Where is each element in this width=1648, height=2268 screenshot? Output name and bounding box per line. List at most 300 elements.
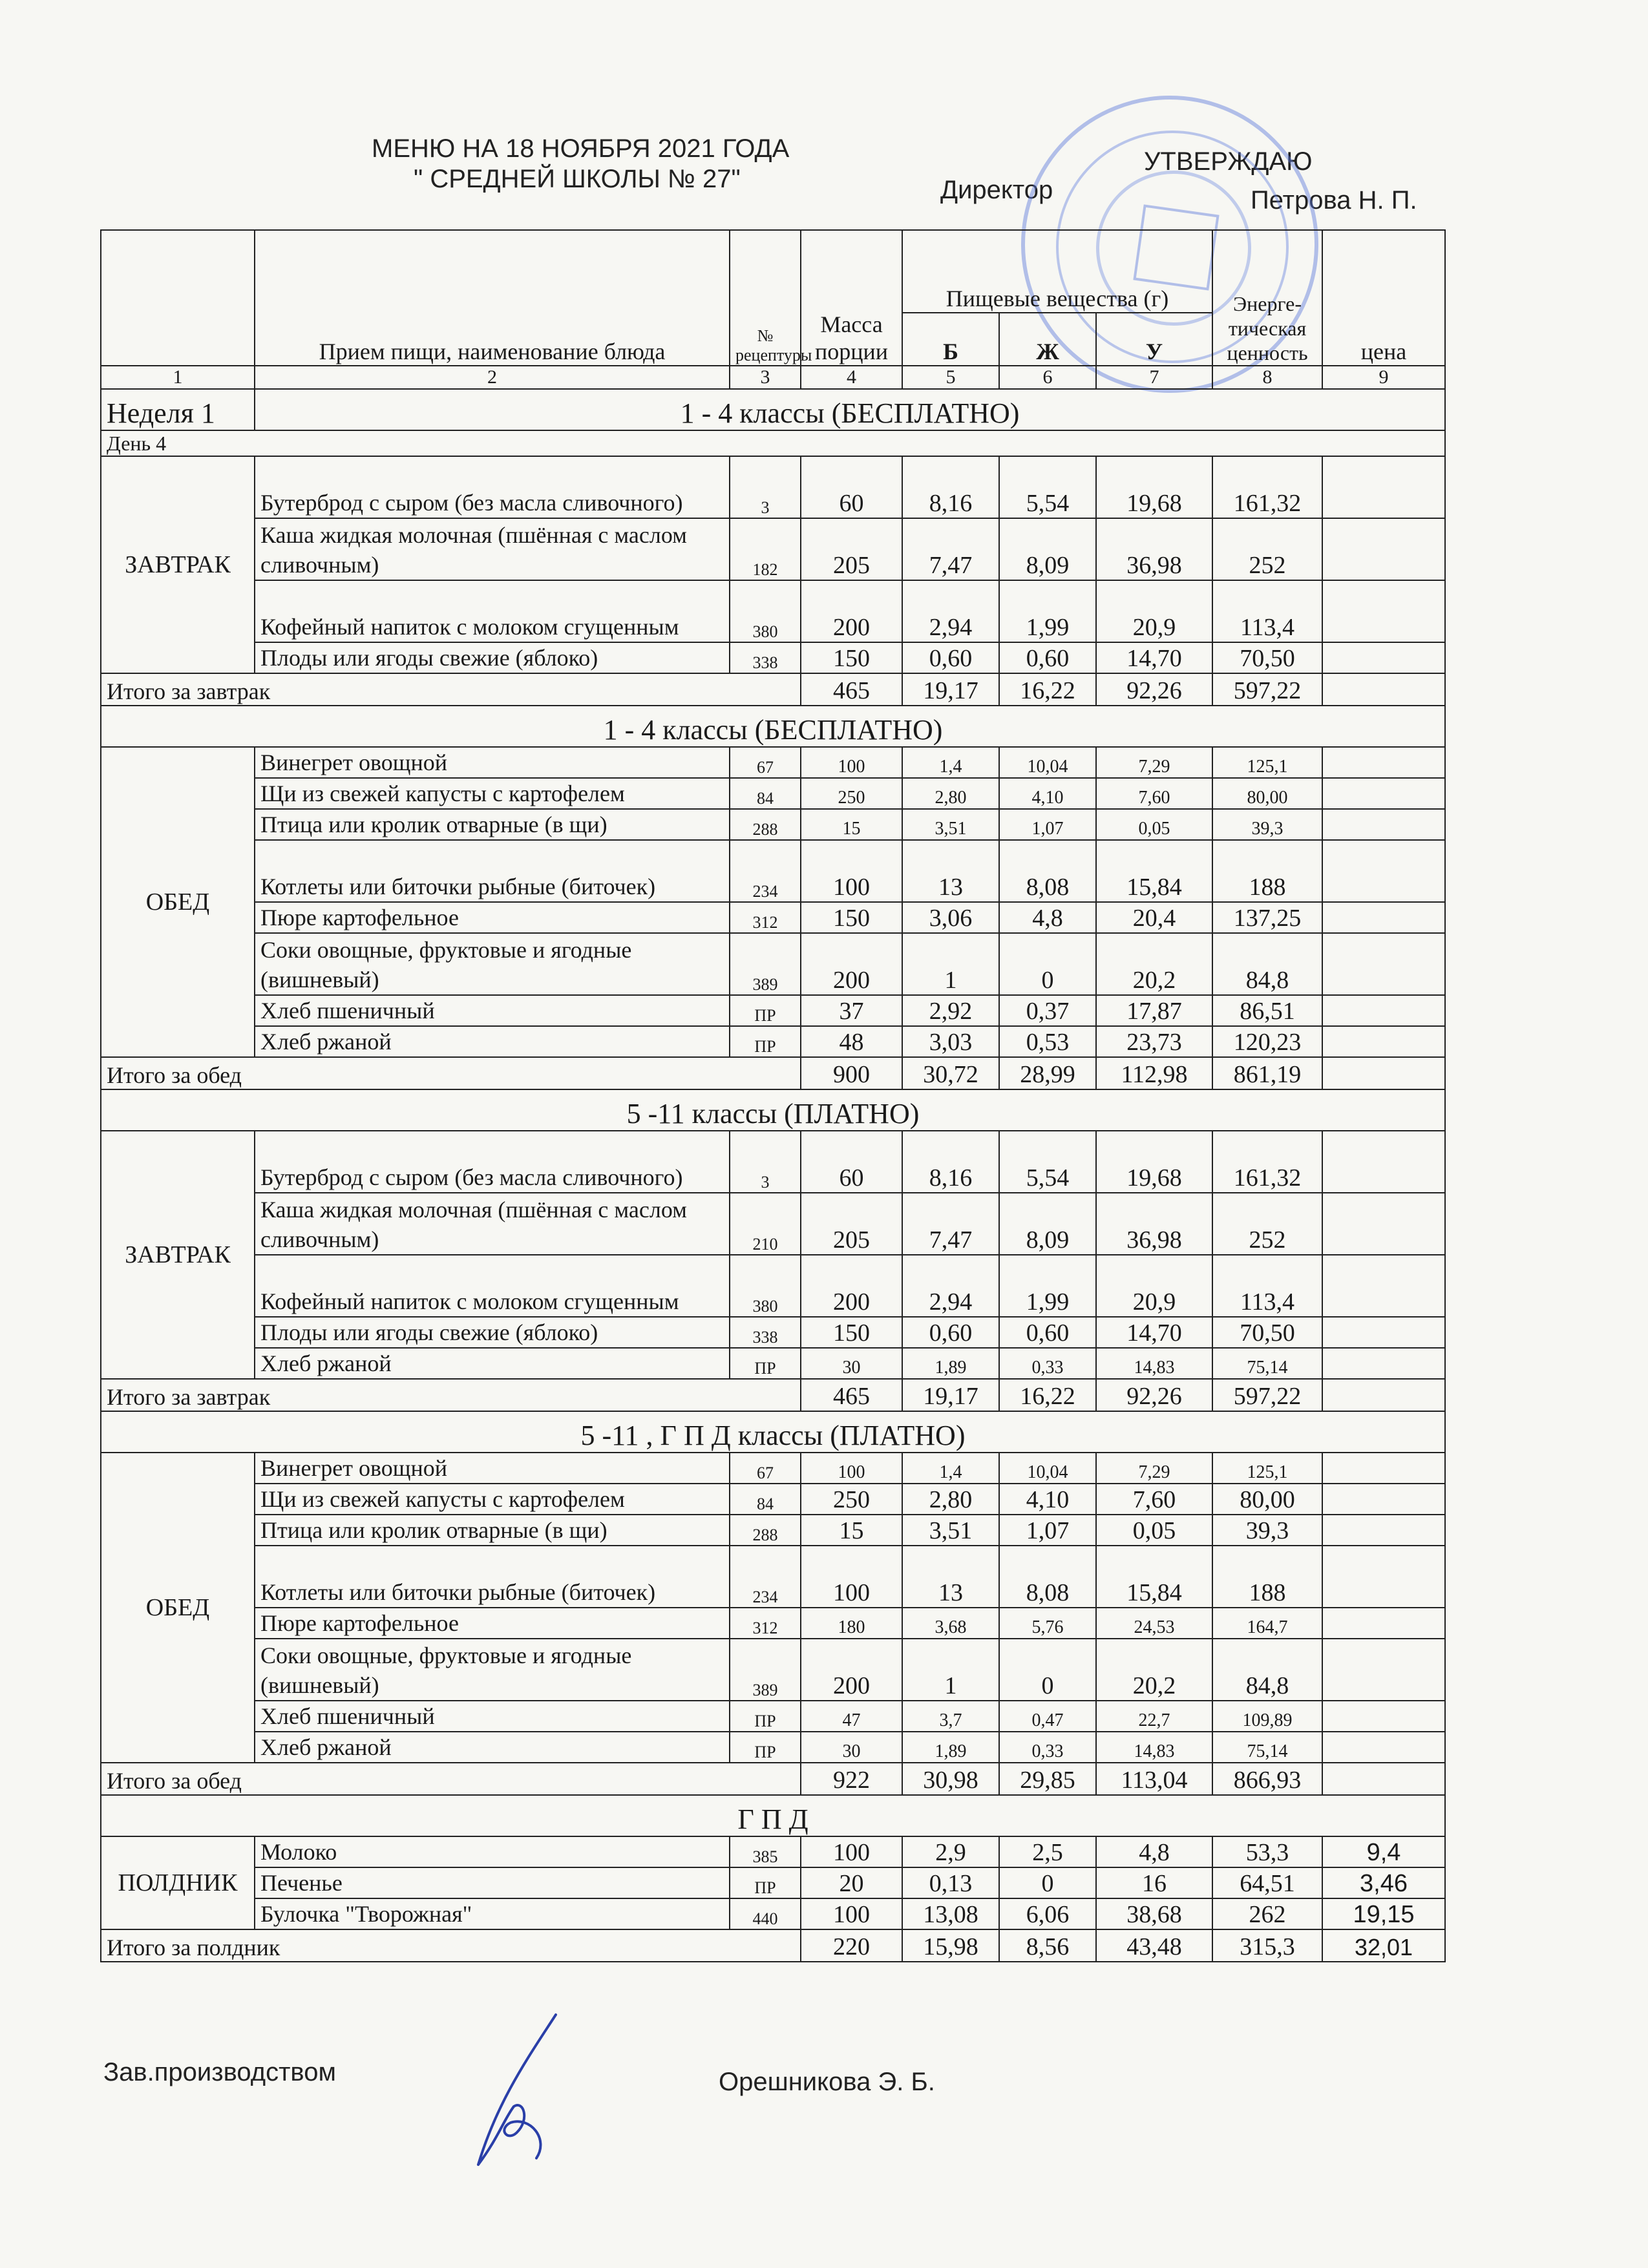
energy-value: 252 bbox=[1212, 518, 1322, 580]
total-price bbox=[1322, 673, 1445, 706]
total-fat: 16,22 bbox=[999, 673, 1096, 706]
dish-row bbox=[101, 1732, 1445, 1763]
total-carbs: 92,26 bbox=[1096, 1379, 1212, 1411]
price-value bbox=[1322, 840, 1445, 902]
protein-value: 1,89 bbox=[902, 1732, 999, 1763]
dish-name: Винегрет овощной bbox=[255, 1453, 730, 1484]
energy-value: 188 bbox=[1212, 1546, 1322, 1608]
energy-value: 64,51 bbox=[1212, 1867, 1322, 1898]
dish-row bbox=[101, 1131, 1445, 1193]
colnum: 1 bbox=[101, 366, 255, 389]
carbs-value: 24,53 bbox=[1096, 1608, 1212, 1639]
dish-row bbox=[101, 518, 1445, 580]
dish-row bbox=[101, 1836, 1445, 1867]
dish-name: Бутерброд с сыром (без масла сливочного) bbox=[255, 456, 730, 518]
recipe-number: 3 bbox=[730, 456, 801, 518]
recipe-number: ПР bbox=[730, 995, 801, 1026]
price-value bbox=[1322, 902, 1445, 933]
price-value bbox=[1322, 1732, 1445, 1763]
fat-value: 4,8 bbox=[999, 902, 1096, 933]
dish-row bbox=[101, 995, 1445, 1026]
signature bbox=[452, 2010, 595, 2178]
recipe-number: 84 bbox=[730, 1484, 801, 1515]
total-mass: 922 bbox=[801, 1763, 902, 1795]
price-value bbox=[1322, 933, 1445, 995]
energy-value: 161,32 bbox=[1212, 1131, 1322, 1193]
price-value bbox=[1322, 1453, 1445, 1484]
recipe-number: ПР bbox=[730, 1026, 801, 1057]
dish-name: Хлеб пшеничный bbox=[255, 995, 730, 1026]
section-row bbox=[101, 706, 1445, 747]
total-label: Итого за завтрак bbox=[101, 673, 801, 706]
fat-value: 0,37 bbox=[999, 995, 1096, 1026]
carbs-value: 20,9 bbox=[1096, 1255, 1212, 1317]
price-value bbox=[1322, 1255, 1445, 1317]
energy-value: 188 bbox=[1212, 840, 1322, 902]
section-title: 5 -11 классы (ПЛАТНО) bbox=[101, 1089, 1445, 1131]
day-row bbox=[101, 430, 1445, 456]
recipe-number: 84 bbox=[730, 778, 801, 809]
carbs-value: 36,98 bbox=[1096, 1193, 1212, 1255]
dish-name: Хлеб ржаной bbox=[255, 1732, 730, 1763]
dish-row bbox=[101, 642, 1445, 673]
protein-value: 3,7 bbox=[902, 1701, 999, 1732]
header-dish-name: Прием пищи, наименование блюда bbox=[255, 230, 730, 366]
portion-mass: 150 bbox=[801, 902, 902, 933]
recipe-number: 312 bbox=[730, 902, 801, 933]
protein-value: 0,60 bbox=[902, 1317, 999, 1348]
dish-name: Хлеб ржаной bbox=[255, 1026, 730, 1057]
total-carbs: 43,48 bbox=[1096, 1929, 1212, 1962]
fat-value: 5,54 bbox=[999, 1131, 1096, 1193]
recipe-number: 312 bbox=[730, 1608, 801, 1639]
carbs-value: 14,70 bbox=[1096, 1317, 1212, 1348]
dish-name: Хлеб ржаной bbox=[255, 1348, 730, 1379]
energy-value: 262 bbox=[1212, 1898, 1322, 1929]
fat-value: 10,04 bbox=[999, 747, 1096, 778]
total-price: 32,01 bbox=[1322, 1929, 1445, 1962]
recipe-number: 288 bbox=[730, 1515, 801, 1546]
recipe-number: ПР bbox=[730, 1732, 801, 1763]
dish-row bbox=[101, 1701, 1445, 1732]
column-numbers bbox=[101, 366, 1445, 389]
header-price: цена bbox=[1322, 230, 1445, 366]
fat-value: 5,76 bbox=[999, 1608, 1096, 1639]
portion-mass: 200 bbox=[801, 1255, 902, 1317]
header-energy: Энерге-тическая ценность bbox=[1212, 230, 1322, 366]
portion-mass: 200 bbox=[801, 1639, 902, 1701]
total-protein: 30,72 bbox=[902, 1057, 999, 1089]
protein-value: 3,51 bbox=[902, 1515, 999, 1546]
fat-value: 0 bbox=[999, 1639, 1096, 1701]
colnum: 7 bbox=[1096, 366, 1212, 389]
section-row bbox=[101, 1089, 1445, 1131]
price-value bbox=[1322, 1348, 1445, 1379]
protein-value: 7,47 bbox=[902, 518, 999, 580]
energy-value: 137,25 bbox=[1212, 902, 1322, 933]
portion-mass: 15 bbox=[801, 1515, 902, 1546]
protein-value: 2,94 bbox=[902, 1255, 999, 1317]
total-row bbox=[101, 673, 1445, 706]
meal-label: ПОЛДНИК bbox=[101, 1836, 255, 1929]
recipe-number: 338 bbox=[730, 642, 801, 673]
dish-row bbox=[101, 809, 1445, 840]
portion-mass: 150 bbox=[801, 642, 902, 673]
protein-value: 1,4 bbox=[902, 747, 999, 778]
section-title: 1 - 4 классы (БЕСПЛАТНО) bbox=[255, 389, 1445, 430]
recipe-number: 3 bbox=[730, 1131, 801, 1193]
carbs-value: 7,29 bbox=[1096, 747, 1212, 778]
total-protein: 19,17 bbox=[902, 673, 999, 706]
dish-name: Печенье bbox=[255, 1867, 730, 1898]
dish-name: Щи из свежей капусты с картофелем bbox=[255, 1484, 730, 1515]
protein-value: 2,94 bbox=[902, 580, 999, 642]
protein-value: 13,08 bbox=[902, 1898, 999, 1929]
portion-mass: 180 bbox=[801, 1608, 902, 1639]
protein-value: 3,03 bbox=[902, 1026, 999, 1057]
energy-value: 84,8 bbox=[1212, 1639, 1322, 1701]
dish-row bbox=[101, 1484, 1445, 1515]
carbs-value: 19,68 bbox=[1096, 1131, 1212, 1193]
director-label: Директор bbox=[940, 176, 1053, 204]
recipe-number: 380 bbox=[730, 1255, 801, 1317]
portion-mass: 200 bbox=[801, 580, 902, 642]
protein-value: 3,51 bbox=[902, 809, 999, 840]
protein-value: 13 bbox=[902, 1546, 999, 1608]
protein-value: 0,13 bbox=[902, 1867, 999, 1898]
fat-value: 8,09 bbox=[999, 1193, 1096, 1255]
recipe-number: 234 bbox=[730, 840, 801, 902]
dish-row bbox=[101, 1255, 1445, 1317]
dish-row bbox=[101, 1639, 1445, 1701]
dish-row bbox=[101, 1546, 1445, 1608]
dish-row bbox=[101, 1026, 1445, 1057]
energy-value: 84,8 bbox=[1212, 933, 1322, 995]
recipe-number: 67 bbox=[730, 1453, 801, 1484]
recipe-number: 338 bbox=[730, 1317, 801, 1348]
colnum: 2 bbox=[255, 366, 730, 389]
header-recipe: № рецептуры bbox=[730, 230, 801, 366]
price-value bbox=[1322, 1131, 1445, 1193]
carbs-value: 20,9 bbox=[1096, 580, 1212, 642]
fat-value: 0 bbox=[999, 1867, 1096, 1898]
portion-mass: 15 bbox=[801, 809, 902, 840]
price-value bbox=[1322, 1484, 1445, 1515]
fat-value: 8,08 bbox=[999, 1546, 1096, 1608]
energy-value: 75,14 bbox=[1212, 1732, 1322, 1763]
carbs-value: 15,84 bbox=[1096, 1546, 1212, 1608]
recipe-number: 389 bbox=[730, 933, 801, 995]
price-value: 3,46 bbox=[1322, 1867, 1445, 1898]
colnum: 9 bbox=[1322, 366, 1445, 389]
dish-name: Каша жидкая молочная (пшённая с маслом сливочным) bbox=[255, 1193, 730, 1255]
colnum: 6 bbox=[999, 366, 1096, 389]
carbs-value: 7,60 bbox=[1096, 1484, 1212, 1515]
price-value bbox=[1322, 518, 1445, 580]
price-value bbox=[1322, 747, 1445, 778]
fat-value: 1,07 bbox=[999, 1515, 1096, 1546]
energy-value: 109,89 bbox=[1212, 1701, 1322, 1732]
dish-row bbox=[101, 580, 1445, 642]
total-energy: 597,22 bbox=[1212, 1379, 1322, 1411]
protein-value: 13 bbox=[902, 840, 999, 902]
header-mass: Масса порции bbox=[801, 230, 902, 366]
dish-name: Котлеты или биточки рыбные (биточек) bbox=[255, 1546, 730, 1608]
section-title: 1 - 4 классы (БЕСПЛАТНО) bbox=[101, 706, 1445, 747]
header-row-1 bbox=[101, 230, 1445, 313]
portion-mass: 100 bbox=[801, 1898, 902, 1929]
total-fat: 8,56 bbox=[999, 1929, 1096, 1962]
carbs-value: 0,05 bbox=[1096, 1515, 1212, 1546]
dish-name: Бутерброд с сыром (без масла сливочного) bbox=[255, 1131, 730, 1193]
protein-value: 1 bbox=[902, 1639, 999, 1701]
price-value bbox=[1322, 1515, 1445, 1546]
carbs-value: 16 bbox=[1096, 1867, 1212, 1898]
protein-value: 7,47 bbox=[902, 1193, 999, 1255]
portion-mass: 250 bbox=[801, 778, 902, 809]
total-carbs: 112,98 bbox=[1096, 1057, 1212, 1089]
dish-name: Котлеты или биточки рыбные (биточек) bbox=[255, 840, 730, 902]
carbs-value: 20,4 bbox=[1096, 902, 1212, 933]
total-price bbox=[1322, 1763, 1445, 1795]
recipe-number: 440 bbox=[730, 1898, 801, 1929]
protein-value: 1,4 bbox=[902, 1453, 999, 1484]
fat-value: 2,5 bbox=[999, 1836, 1096, 1867]
fat-value: 5,54 bbox=[999, 456, 1096, 518]
fat-value: 10,04 bbox=[999, 1453, 1096, 1484]
energy-value: 39,3 bbox=[1212, 1515, 1322, 1546]
carbs-value: 7,60 bbox=[1096, 778, 1212, 809]
carbs-value: 23,73 bbox=[1096, 1026, 1212, 1057]
portion-mass: 100 bbox=[801, 840, 902, 902]
colnum: 5 bbox=[902, 366, 999, 389]
recipe-number: 380 bbox=[730, 580, 801, 642]
total-fat: 16,22 bbox=[999, 1379, 1096, 1411]
energy-value: 113,4 bbox=[1212, 1255, 1322, 1317]
total-mass: 220 bbox=[801, 1929, 902, 1962]
total-row bbox=[101, 1057, 1445, 1089]
total-energy: 861,19 bbox=[1212, 1057, 1322, 1089]
portion-mass: 30 bbox=[801, 1732, 902, 1763]
week-label: Неделя 1 bbox=[101, 389, 255, 430]
portion-mass: 250 bbox=[801, 1484, 902, 1515]
price-value bbox=[1322, 1546, 1445, 1608]
menu-title: МЕНЮ НА 18 НОЯБРЯ 2021 ГОДА bbox=[372, 134, 790, 163]
fat-value: 1,99 bbox=[999, 580, 1096, 642]
header-blank bbox=[101, 230, 255, 366]
portion-mass: 200 bbox=[801, 933, 902, 995]
total-protein: 30,98 bbox=[902, 1763, 999, 1795]
meal-label: ОБЕД bbox=[101, 1453, 255, 1763]
price-value bbox=[1322, 580, 1445, 642]
dish-name: Каша жидкая молочная (пшённая с маслом сливочным) bbox=[255, 518, 730, 580]
dish-row bbox=[101, 747, 1445, 778]
dish-name: Винегрет овощной bbox=[255, 747, 730, 778]
meal-label: ЗАВТРАК bbox=[101, 456, 255, 673]
fat-value: 6,06 bbox=[999, 1898, 1096, 1929]
protein-value: 8,16 bbox=[902, 1131, 999, 1193]
total-label: Итого за полдник bbox=[101, 1929, 801, 1962]
header-protein: Б bbox=[902, 313, 999, 366]
energy-value: 53,3 bbox=[1212, 1836, 1322, 1867]
dish-name: Плоды или ягоды свежие (яблоко) bbox=[255, 1317, 730, 1348]
price-value bbox=[1322, 1639, 1445, 1701]
dish-row bbox=[101, 1867, 1445, 1898]
energy-value: 70,50 bbox=[1212, 1317, 1322, 1348]
total-label: Итого за обед bbox=[101, 1763, 801, 1795]
section-title: Г П Д bbox=[101, 1795, 1445, 1836]
portion-mass: 100 bbox=[801, 747, 902, 778]
energy-value: 80,00 bbox=[1212, 778, 1322, 809]
section-row bbox=[101, 389, 1445, 430]
carbs-value: 14,83 bbox=[1096, 1348, 1212, 1379]
fat-value: 4,10 bbox=[999, 1484, 1096, 1515]
total-label: Итого за завтрак bbox=[101, 1379, 801, 1411]
portion-mass: 47 bbox=[801, 1701, 902, 1732]
dish-name: Хлеб пшеничный bbox=[255, 1701, 730, 1732]
price-value bbox=[1322, 1317, 1445, 1348]
recipe-number: ПР bbox=[730, 1348, 801, 1379]
protein-value: 3,68 bbox=[902, 1608, 999, 1639]
dish-row bbox=[101, 1193, 1445, 1255]
recipe-number: 288 bbox=[730, 809, 801, 840]
carbs-value: 14,83 bbox=[1096, 1732, 1212, 1763]
portion-mass: 100 bbox=[801, 1453, 902, 1484]
director-name: Петрова Н. П. bbox=[1251, 186, 1417, 215]
recipe-number: ПР bbox=[730, 1867, 801, 1898]
fat-value: 1,99 bbox=[999, 1255, 1096, 1317]
dish-row bbox=[101, 778, 1445, 809]
school-name: " СРЕДНЕЙ ШКОЛЫ № 27" bbox=[414, 165, 741, 193]
approve-label: УТВЕРЖДАЮ bbox=[1144, 147, 1313, 176]
protein-value: 1 bbox=[902, 933, 999, 995]
dish-row bbox=[101, 1608, 1445, 1639]
total-energy: 866,93 bbox=[1212, 1763, 1322, 1795]
protein-value: 2,80 bbox=[902, 1484, 999, 1515]
energy-value: 75,14 bbox=[1212, 1348, 1322, 1379]
fat-value: 0,33 bbox=[999, 1732, 1096, 1763]
dish-name: Соки овощные, фруктовые и ягодные (вишневый) bbox=[255, 1639, 730, 1701]
carbs-value: 19,68 bbox=[1096, 456, 1212, 518]
dish-row bbox=[101, 1317, 1445, 1348]
day-label: День 4 bbox=[101, 430, 1445, 456]
total-price bbox=[1322, 1057, 1445, 1089]
header-carbs: У bbox=[1096, 313, 1212, 366]
dish-row bbox=[101, 1453, 1445, 1484]
fat-value: 8,09 bbox=[999, 518, 1096, 580]
dish-name: Щи из свежей капусты с картофелем bbox=[255, 778, 730, 809]
recipe-number: 389 bbox=[730, 1639, 801, 1701]
energy-value: 120,23 bbox=[1212, 1026, 1322, 1057]
recipe-number: 67 bbox=[730, 747, 801, 778]
price-value bbox=[1322, 456, 1445, 518]
energy-value: 161,32 bbox=[1212, 456, 1322, 518]
portion-mass: 100 bbox=[801, 1836, 902, 1867]
energy-value: 86,51 bbox=[1212, 995, 1322, 1026]
fat-value: 0 bbox=[999, 933, 1096, 995]
header-nutrients: Пищевые вещества (г) bbox=[902, 230, 1212, 313]
dish-row bbox=[101, 456, 1445, 518]
price-value bbox=[1322, 1608, 1445, 1639]
colnum: 3 bbox=[730, 366, 801, 389]
carbs-value: 0,05 bbox=[1096, 809, 1212, 840]
carbs-value: 17,87 bbox=[1096, 995, 1212, 1026]
portion-mass: 205 bbox=[801, 518, 902, 580]
total-price bbox=[1322, 1379, 1445, 1411]
portion-mass: 100 bbox=[801, 1546, 902, 1608]
price-value: 9,4 bbox=[1322, 1836, 1445, 1867]
fat-value: 0,33 bbox=[999, 1348, 1096, 1379]
dish-row bbox=[101, 840, 1445, 902]
protein-value: 2,80 bbox=[902, 778, 999, 809]
price-value bbox=[1322, 1193, 1445, 1255]
energy-value: 164,7 bbox=[1212, 1608, 1322, 1639]
total-energy: 315,3 bbox=[1212, 1929, 1322, 1962]
dish-name: Птица или кролик отварные (в щи) bbox=[255, 1515, 730, 1546]
recipe-number: ПР bbox=[730, 1701, 801, 1732]
total-fat: 28,99 bbox=[999, 1057, 1096, 1089]
portion-mass: 205 bbox=[801, 1193, 902, 1255]
total-energy: 597,22 bbox=[1212, 673, 1322, 706]
protein-value: 2,9 bbox=[902, 1836, 999, 1867]
total-row bbox=[101, 1763, 1445, 1795]
header-fat: Ж bbox=[999, 313, 1096, 366]
energy-value: 70,50 bbox=[1212, 642, 1322, 673]
dish-name: Кофейный напиток с молоком сгущенным bbox=[255, 580, 730, 642]
carbs-value: 7,29 bbox=[1096, 1453, 1212, 1484]
portion-mass: 60 bbox=[801, 456, 902, 518]
fat-value: 0,60 bbox=[999, 1317, 1096, 1348]
total-protein: 15,98 bbox=[902, 1929, 999, 1962]
total-mass: 465 bbox=[801, 673, 902, 706]
price-value bbox=[1322, 778, 1445, 809]
total-mass: 465 bbox=[801, 1379, 902, 1411]
price-value bbox=[1322, 809, 1445, 840]
price-value bbox=[1322, 642, 1445, 673]
carbs-value: 4,8 bbox=[1096, 1836, 1212, 1867]
dish-name: Пюре картофельное bbox=[255, 1608, 730, 1639]
section-row bbox=[101, 1411, 1445, 1453]
energy-value: 113,4 bbox=[1212, 580, 1322, 642]
total-carbs: 113,04 bbox=[1096, 1763, 1212, 1795]
colnum: 8 bbox=[1212, 366, 1322, 389]
dish-name: Соки овощные, фруктовые и ягодные (вишневый) bbox=[255, 933, 730, 995]
carbs-value: 15,84 bbox=[1096, 840, 1212, 902]
dish-name: Птица или кролик отварные (в щи) bbox=[255, 809, 730, 840]
dish-row bbox=[101, 902, 1445, 933]
carbs-value: 20,2 bbox=[1096, 1639, 1212, 1701]
fat-value: 0,47 bbox=[999, 1701, 1096, 1732]
portion-mass: 20 bbox=[801, 1867, 902, 1898]
energy-value: 125,1 bbox=[1212, 1453, 1322, 1484]
total-mass: 900 bbox=[801, 1057, 902, 1089]
carbs-value: 38,68 bbox=[1096, 1898, 1212, 1929]
energy-value: 252 bbox=[1212, 1193, 1322, 1255]
meal-label: ЗАВТРАК bbox=[101, 1131, 255, 1379]
protein-value: 2,92 bbox=[902, 995, 999, 1026]
production-manager-name: Орешникова Э. Б. bbox=[719, 2068, 935, 2096]
carbs-value: 20,2 bbox=[1096, 933, 1212, 995]
meal-label: ОБЕД bbox=[101, 747, 255, 1057]
fat-value: 4,10 bbox=[999, 778, 1096, 809]
recipe-number: 234 bbox=[730, 1546, 801, 1608]
dish-row bbox=[101, 933, 1445, 995]
production-manager-label: Зав.производством bbox=[103, 2058, 336, 2086]
price-value: 19,15 bbox=[1322, 1898, 1445, 1929]
portion-mass: 48 bbox=[801, 1026, 902, 1057]
portion-mass: 37 bbox=[801, 995, 902, 1026]
section-row bbox=[101, 1795, 1445, 1836]
